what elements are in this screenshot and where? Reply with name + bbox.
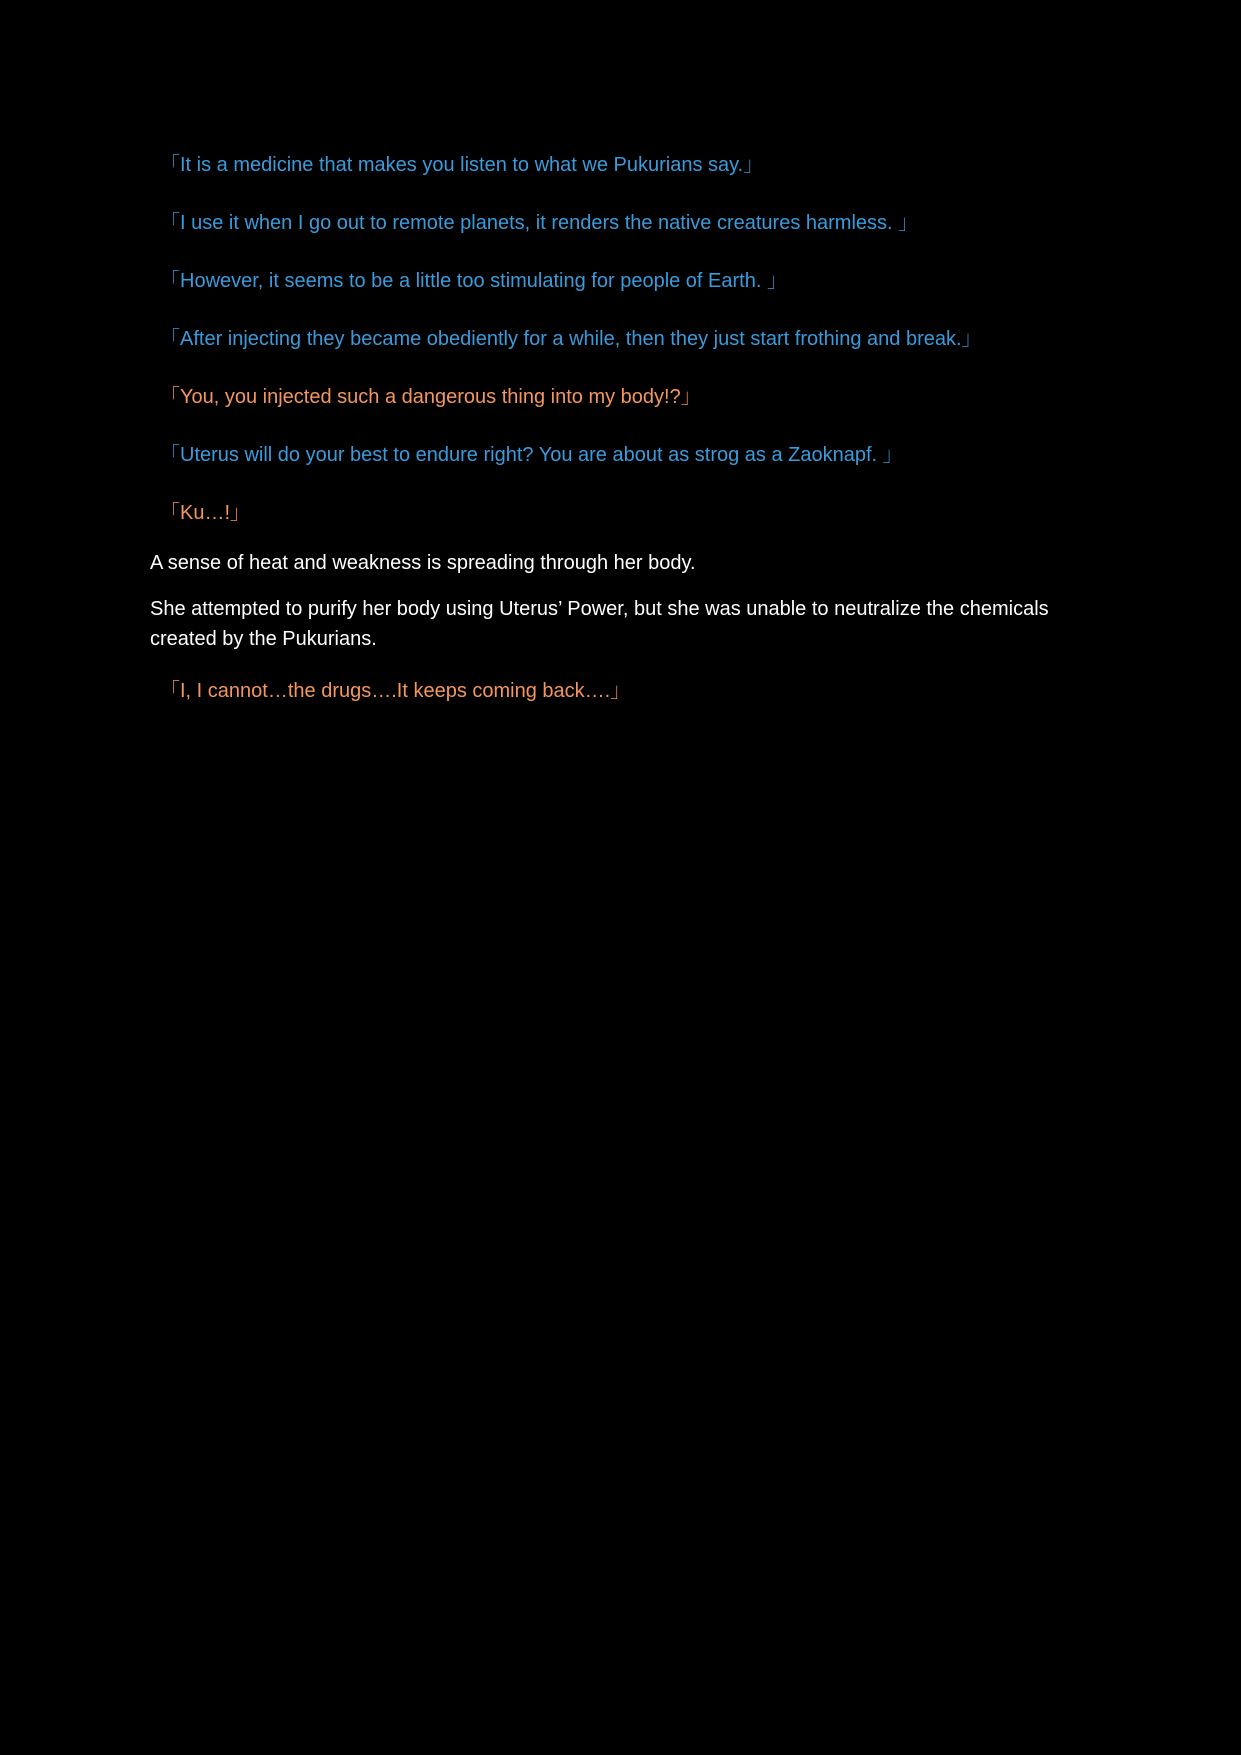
dialogue-line: 「Uterus will do your best to endure right? You are about as strog as a Zaoknapf. 」 [160, 444, 903, 466]
dialogue-line: 「I use it when I go out to remote planets, it renders the native creatures harmless. 」 [160, 212, 919, 234]
story-page [150, 150, 1050, 734]
dialogue-line: 「Ku…!」 [160, 502, 251, 524]
narration-paragraph: She attempted to purify her body using Uterus’ Power, but she was unable to neutralize the chemicals created by the Pukurians. [150, 598, 1049, 650]
dialogue-line: 「It is a medicine that makes you listen to what we Pukurians say.」 [160, 154, 764, 176]
dialogue-line: 「After injecting they became obediently for a while, then they just start frothing and break.」 [160, 328, 982, 350]
narration-paragraph: A sense of heat and weakness is spreading through her body. [150, 552, 696, 574]
dialogue-line: 「I, I cannot…the drugs….It keeps coming back….」 [160, 680, 631, 702]
dialogue-line: 「However, it seems to be a little too stimulating for people of Earth. 」 [160, 270, 787, 292]
dialogue-line: 「You, you injected such a dangerous thing into my body!?」 [160, 386, 701, 408]
